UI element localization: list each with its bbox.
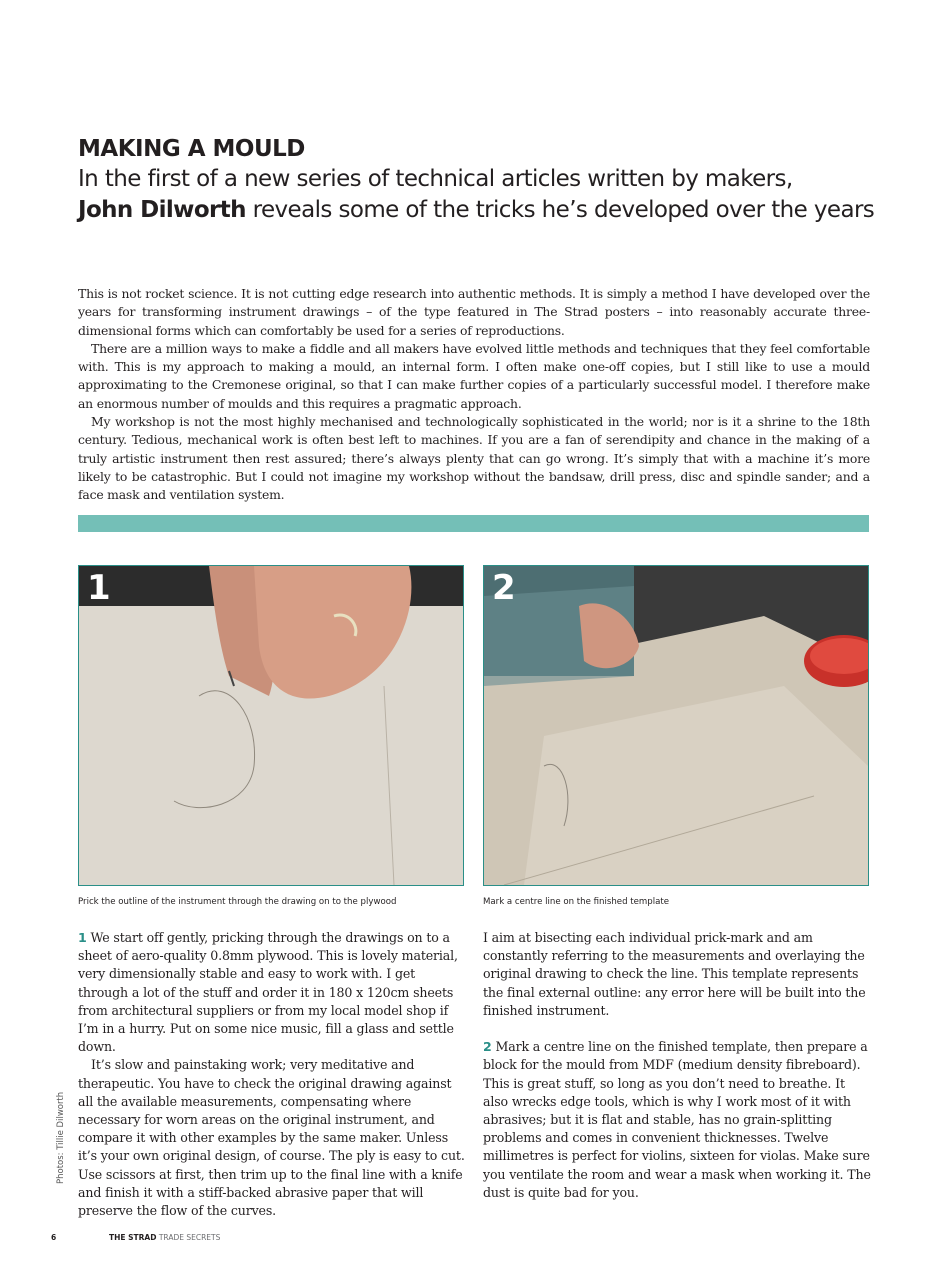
body-column-left — [78, 929, 466, 1220]
page-footer — [0, 1233, 933, 1247]
page-number: 6 — [51, 1233, 57, 1242]
photo-1-number: 1 — [87, 568, 111, 608]
step-1-number: 1 — [78, 930, 87, 945]
step-1-continuation: I aim at bisecting each individual prick-mark and am constantly referring to the measurements and overlaying the original drawing to check the line. This template represents the final external outline: any error here will be built into the finished instrument. — [483, 930, 866, 1018]
photo-1-image — [79, 566, 463, 885]
step-1-paragraph — [78, 929, 466, 1056]
standfirst-line-1: In the first of a new series of technical articles written by makers, — [78, 166, 793, 192]
photo-credit: Photos: Tillie Dilworth — [56, 1091, 66, 1184]
step-2-number: 2 — [483, 1039, 492, 1055]
standfirst-line-2 — [78, 195, 878, 226]
standfirst — [78, 164, 878, 226]
photo-2-image — [484, 566, 868, 885]
article-title: MAKING A MOULD — [78, 136, 305, 162]
step-2-text: Mark a centre line on the finished template, then prepare a block for the mould from MDF (medium density fibreboard). This is great stuff, so long as you don’t need to breathe. It also wrecks edge tools, which is why I work most of it with abrasives; but it is flat and stable, has no grain-splitting problems and comes in convenient thicknesses. Twelve millimetres is perfect for violins, sixteen for violas. Make sure you ventilate the room and wear a mask when working it. The dust is quite bad for you. — [483, 1039, 871, 1200]
photo-2-number: 2 — [492, 568, 516, 608]
intro-paragraph-1: This is not rocket science. It is not cutting edge research into authentic methods. It is simply a method I have developed over the years for transforming instrument drawings – of the type featured in The Strad posters – into reasonably accurate three-dimensional forms which can comfortably be used for a series of reproductions. — [78, 286, 870, 338]
photo-2 — [483, 565, 869, 886]
photo-1-caption: Prick the outline of the instrument through the drawing on to the plywood — [78, 897, 397, 907]
brand-title: THE STRAD — [109, 1233, 157, 1242]
intro-paragraph-3: My workshop is not the most highly mechanised and technologically sophisticated in the world; nor is it a shrine to the 18th century. Tedious, mechanical work is often best left to machines. If you are a fan of serendipity and chance in the making of a truly artistic instrument then rest assured; there’s always plenty that can go wrong. It’s simply that with a machine it’s more likely to be catastrophic. But I could not imagine my workshop without the bandsaw, drill press, disc and spindle sander; and a face mask and ventilation system. — [78, 414, 870, 503]
publication-name — [109, 1233, 220, 1242]
step-2-paragraph — [483, 1038, 871, 1202]
intro-text — [78, 285, 870, 505]
step-1-text: We start off gently, pricking through the drawings on to a sheet of aero-quality 0.8mm plywood. This is lovely material, very dimensionally stable and easy to work with. I get through a lot of the stuff and order it in 180 x 120cm sheets from architectural suppliers or from my local model shop if I’m in a hurry. Put on some nice music, fill a glass and settle down. — [78, 930, 458, 1055]
article-header — [78, 136, 878, 226]
photo-1 — [78, 565, 464, 886]
author-name: John Dilworth — [78, 197, 246, 223]
photo-2-caption: Mark a centre line on the finished template — [483, 897, 670, 907]
intro-paragraph-2: There are a million ways to make a fiddle and all makers have evolved little methods and techniques that they feel comfortable with. This is my approach to making a mould, an internal form. I often make one-off copies, but I still like to use a mould approximating to the Cremonese original, so that I can make further copies of a particularly successful model. I therefore make an enormous number of moulds and this requires a pragmatic approach. — [78, 340, 870, 411]
step-1-paragraph-2: It’s slow and painstaking work; very meditative and therapeutic. You have to check the original drawing against all the available measurements, compensating where necessary for worn areas on the original instrument, and compare it with other examples by the same maker. Unless it’s your own original design, of course. The ply is easy to cut. Use scissors at first, then trim up to the final line with a knife and finish it with a stiff-backed abrasive paper that will preserve the flow of the curves. — [78, 1057, 465, 1219]
section-name: TRADE SECRETS — [156, 1233, 221, 1242]
accent-rule — [78, 515, 869, 532]
body-column-right — [483, 929, 871, 1202]
standfirst-line-2-text: reveals some of the tricks he’s developed over the years — [245, 197, 875, 223]
